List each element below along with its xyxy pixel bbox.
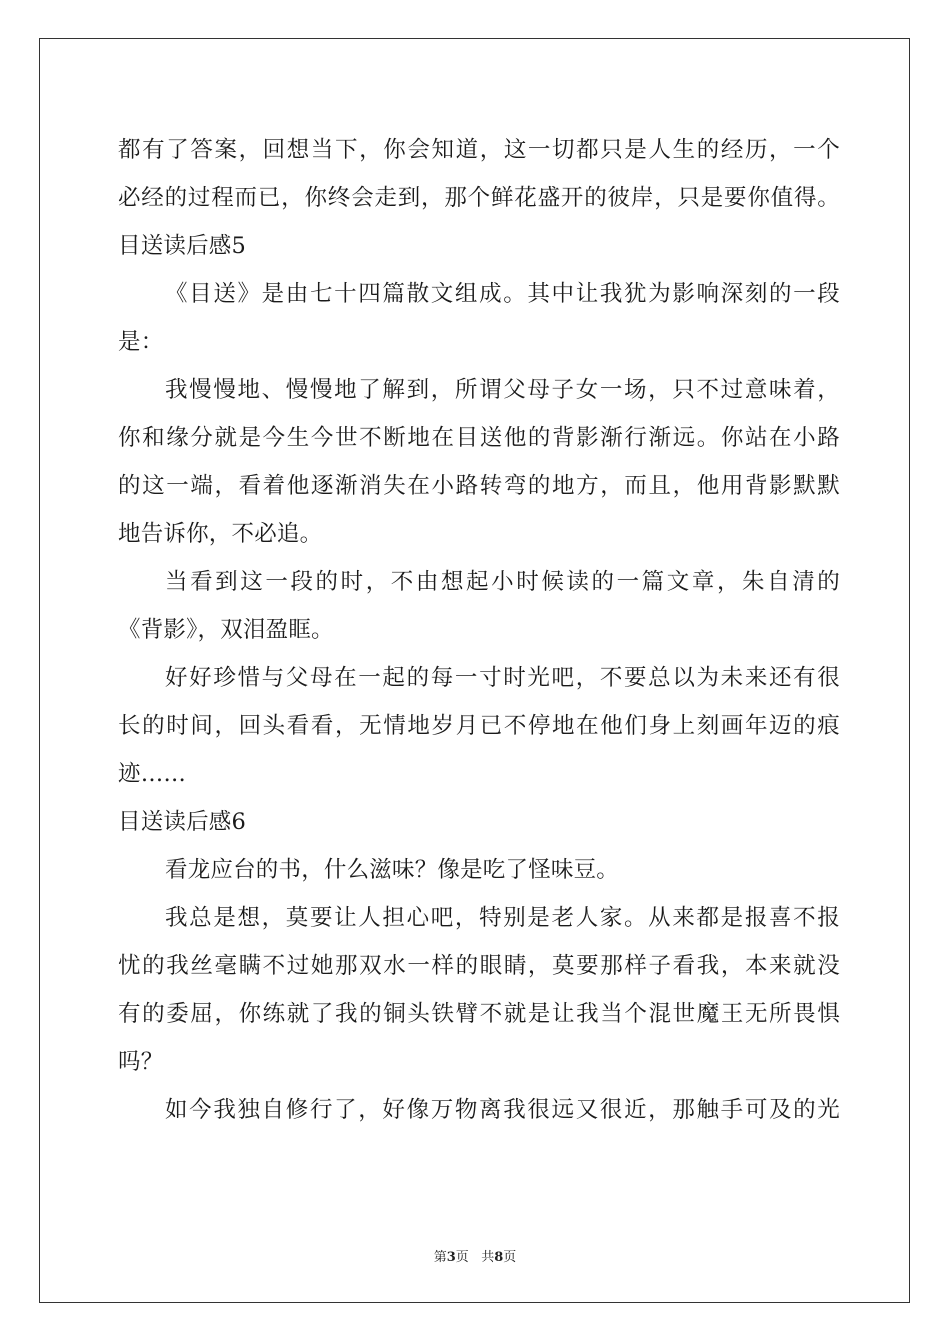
text-line: 好好珍惜与父母在一起的每一寸时光吧，不要总以为未来还有很 (165, 665, 840, 691)
text-line: 长的时间，回头看看，无情地岁月已不停地在他们身上刻画年迈的痕 (118, 713, 840, 739)
text-line: 必经的过程而已，你终会走到，那个鲜花盛开的彼岸，只是要你值得。 (118, 185, 840, 211)
text-line: 我总是想，莫要让人担心吧，特别是老人家。从来都是报喜不报 (165, 905, 840, 931)
total-prefix: 共 (481, 1250, 495, 1265)
section-heading: 目送读后感5 (118, 233, 247, 259)
text-line: 地告诉你，不必追。 (118, 521, 323, 547)
text-line: 我慢慢地、慢慢地了解到，所谓父母子女一场，只不过意味着， (165, 377, 840, 403)
text-line: 《背影》，双泪盈眶。 (118, 617, 334, 643)
page-prefix: 第 (433, 1250, 447, 1265)
text-line: 迹…… (118, 761, 187, 787)
page-number: 3 (446, 1250, 456, 1265)
page-footer (0, 1246, 950, 1265)
page-suffix: 页 (455, 1250, 469, 1265)
document-body (118, 126, 840, 1134)
text-line: 如今我独自修行了，好像万物离我很远又很近，那触手可及的光 (165, 1097, 840, 1123)
text-line: 忧的我丝毫瞒不过她那双水一样的眼睛，莫要那样子看我，本来就没 (118, 953, 840, 979)
text-line: 看龙应台的书，什么滋味？像是吃了怪味豆。 (165, 857, 620, 883)
text-line: 《目送》是由七十四篇散文组成。其中让我犹为影响深刻的一段 (165, 281, 840, 307)
text-line: 的这一端，看着他逐渐消失在小路转弯的地方，而且，他用背影默默 (118, 473, 840, 499)
text-line: 当看到这一段的时，不由想起小时候读的一篇文章，朱自清的 (165, 569, 840, 595)
text-line: 有的委屈，你练就了我的铜头铁臂不就是让我当个混世魔王无所畏惧 (118, 1001, 840, 1027)
text-line: 吗？ (118, 1049, 164, 1075)
text-line: 你和缘分就是今生今世不断地在目送他的背影渐行渐远。你站在小路 (118, 425, 840, 451)
text-line: 是： (118, 329, 164, 355)
total-suffix: 页 (503, 1250, 517, 1265)
total-pages: 8 (494, 1250, 504, 1265)
text-line: 都有了答案，回想当下，你会知道，这一切都只是人生的经历，一个 (118, 137, 840, 163)
section-heading: 目送读后感6 (118, 809, 247, 835)
